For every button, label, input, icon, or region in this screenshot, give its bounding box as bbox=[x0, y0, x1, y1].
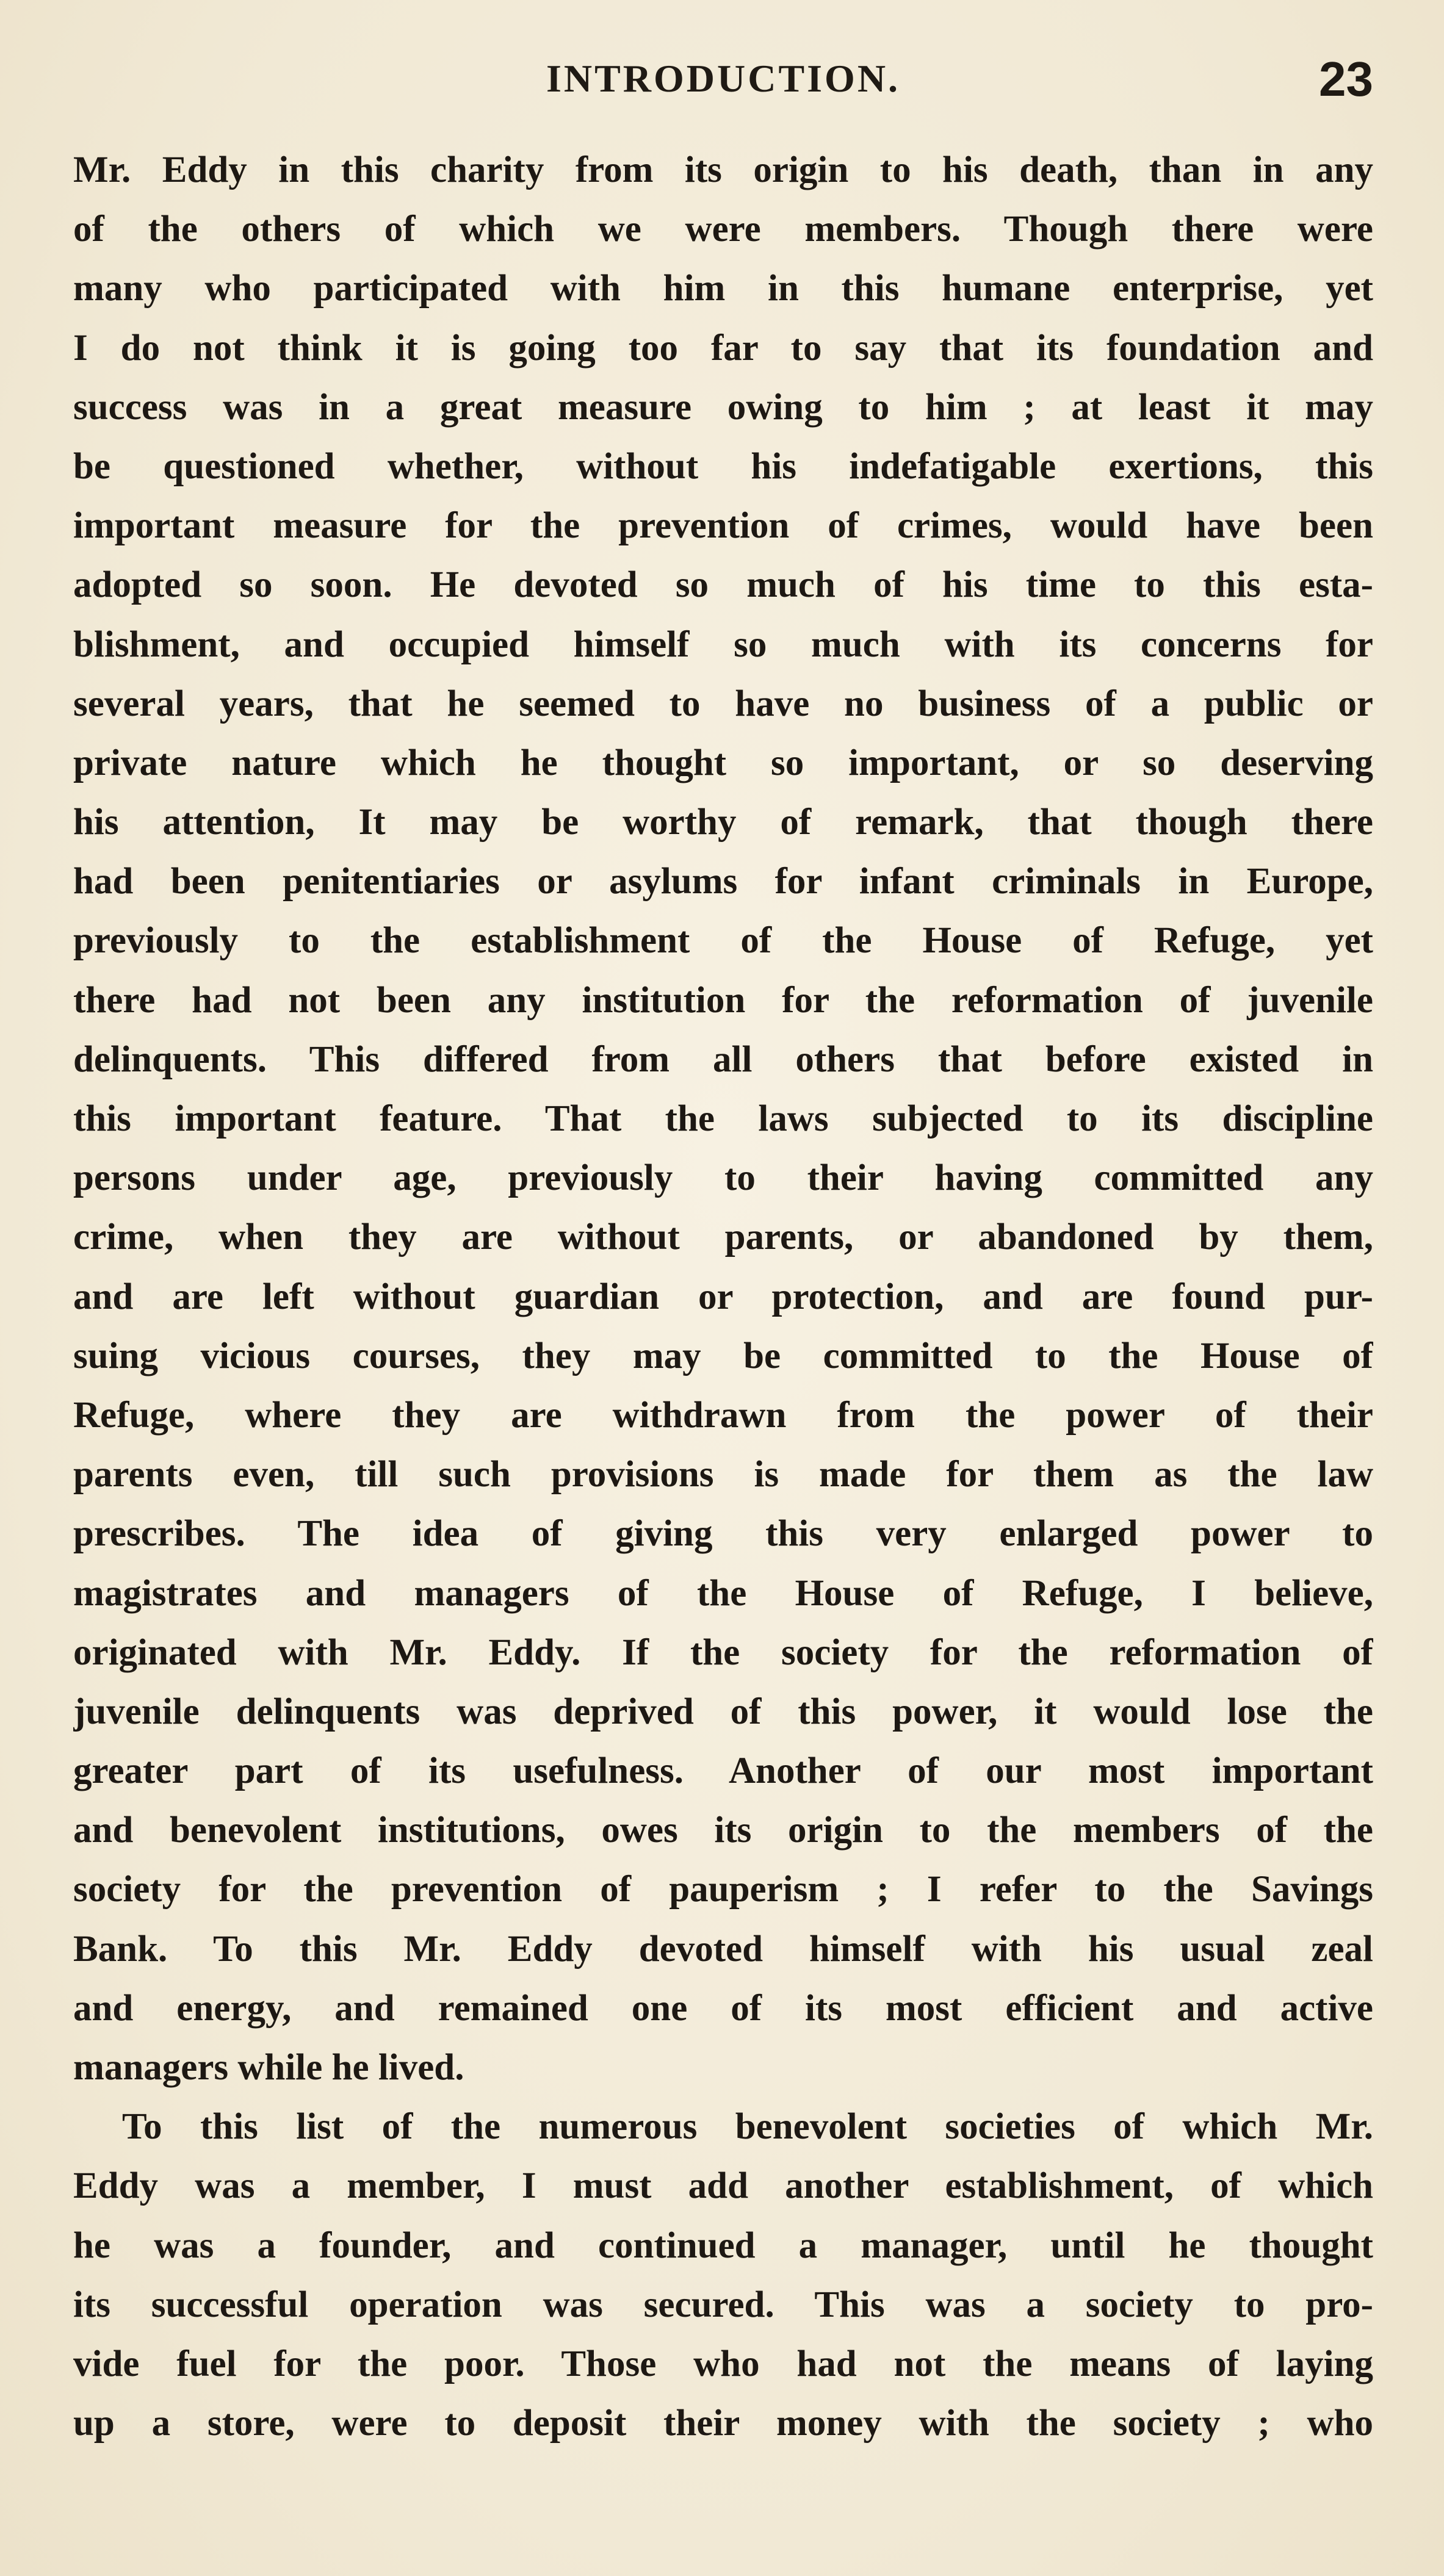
text-line: many who participated with him in this humane enterprise, yet bbox=[73, 268, 1373, 309]
text-line: blishment, and occupied himself so much with its concerns for bbox=[73, 624, 1373, 665]
text-line: prescribes. The idea of giving this very enlarged power to bbox=[73, 1513, 1373, 1555]
running-title: INTRODUCTION. bbox=[546, 57, 901, 100]
text-line: crime, when they are without parents, or abandoned by them, bbox=[73, 1217, 1373, 1258]
text-line: vide fuel for the poor. Those who had not the means of laying bbox=[73, 2343, 1373, 2384]
text-line: magistrates and managers of the House of Refuge, I believe, bbox=[73, 1572, 1373, 1614]
text-line: private nature which he thought so important, or so deserving bbox=[73, 742, 1373, 783]
paragraph-end-line: managers while he lived. bbox=[73, 2047, 464, 2088]
text-line: and are left without guardian or protection, and are found pur- bbox=[73, 1276, 1373, 1317]
text-line: this important feature. That the laws subjected to its discipline bbox=[73, 1098, 1373, 1139]
text-line: his attention, It may be worthy of remark, that though there bbox=[73, 802, 1373, 843]
text-line: up a store, were to deposit their money with the society ; who bbox=[73, 2403, 1373, 2444]
text-line: juvenile delinquents was deprived of this power, it would lose the bbox=[73, 1691, 1373, 1732]
text-line: adopted so soon. He devoted so much of his time to this esta- bbox=[73, 564, 1373, 606]
text-line: greater part of its usefulness. Another of our most important bbox=[73, 1750, 1373, 1792]
text-line: Mr. Eddy in this charity from its origin to his death, than in any bbox=[73, 149, 1373, 190]
text-line: suing vicious courses, they may be committed to the House of bbox=[73, 1335, 1373, 1376]
text-line: of the others of which we were members. Though there were bbox=[73, 209, 1373, 250]
text-line: Refuge, where they are withdrawn from the power of their bbox=[73, 1394, 1373, 1436]
text-line: its successful operation was secured. This was a society to pro- bbox=[73, 2284, 1373, 2325]
text-line: Eddy was a member, I must add another establishment, of which bbox=[73, 2165, 1373, 2207]
text-line: several years, that he seemed to have no business of a public or bbox=[73, 683, 1373, 724]
text-line: important measure for the prevention of crimes, would have been bbox=[73, 505, 1373, 547]
text-line: previously to the establishment of the House of Refuge, yet bbox=[73, 920, 1373, 962]
body-text bbox=[73, 140, 1373, 2453]
text-line: success was in a great measure owing to him ; at least it may bbox=[73, 386, 1373, 428]
text-line: be questioned whether, without his indefatigable exertions, this bbox=[73, 445, 1373, 487]
text-line: parents even, till such provisions is made for them as the law bbox=[73, 1454, 1373, 1495]
page-header bbox=[73, 54, 1373, 121]
text-line: and energy, and remained one of its most efficient and active bbox=[73, 1987, 1373, 2029]
text-line: he was a founder, and continued a manager, until he thought bbox=[73, 2225, 1373, 2266]
text-line: delinquents. This differed from all others that before existed in bbox=[73, 1038, 1373, 1080]
text-line: I do not think it is going too far to say that its foundation and bbox=[73, 327, 1373, 369]
text-line: and benevolent institutions, owes its origin to the members of the bbox=[73, 1810, 1373, 1851]
text-line: society for the prevention of pauperism ; I refer to the Savings bbox=[73, 1869, 1373, 1910]
text-line: there had not been any institution for the reformation of juvenile bbox=[73, 979, 1373, 1021]
paragraph-start-line: To this list of the numerous benevolent societies of which Mr. bbox=[122, 2106, 1373, 2148]
text-line: originated with Mr. Eddy. If the society for the reformation of bbox=[73, 1632, 1373, 1673]
text-line: had been penitentiaries or asylums for infant criminals in Europe, bbox=[73, 861, 1373, 902]
text-line: persons under age, previously to their having committed any bbox=[73, 1157, 1373, 1199]
page-number: 23 bbox=[1319, 52, 1373, 106]
text-line: Bank. To this Mr. Eddy devoted himself with his usual zeal bbox=[73, 1928, 1373, 1970]
